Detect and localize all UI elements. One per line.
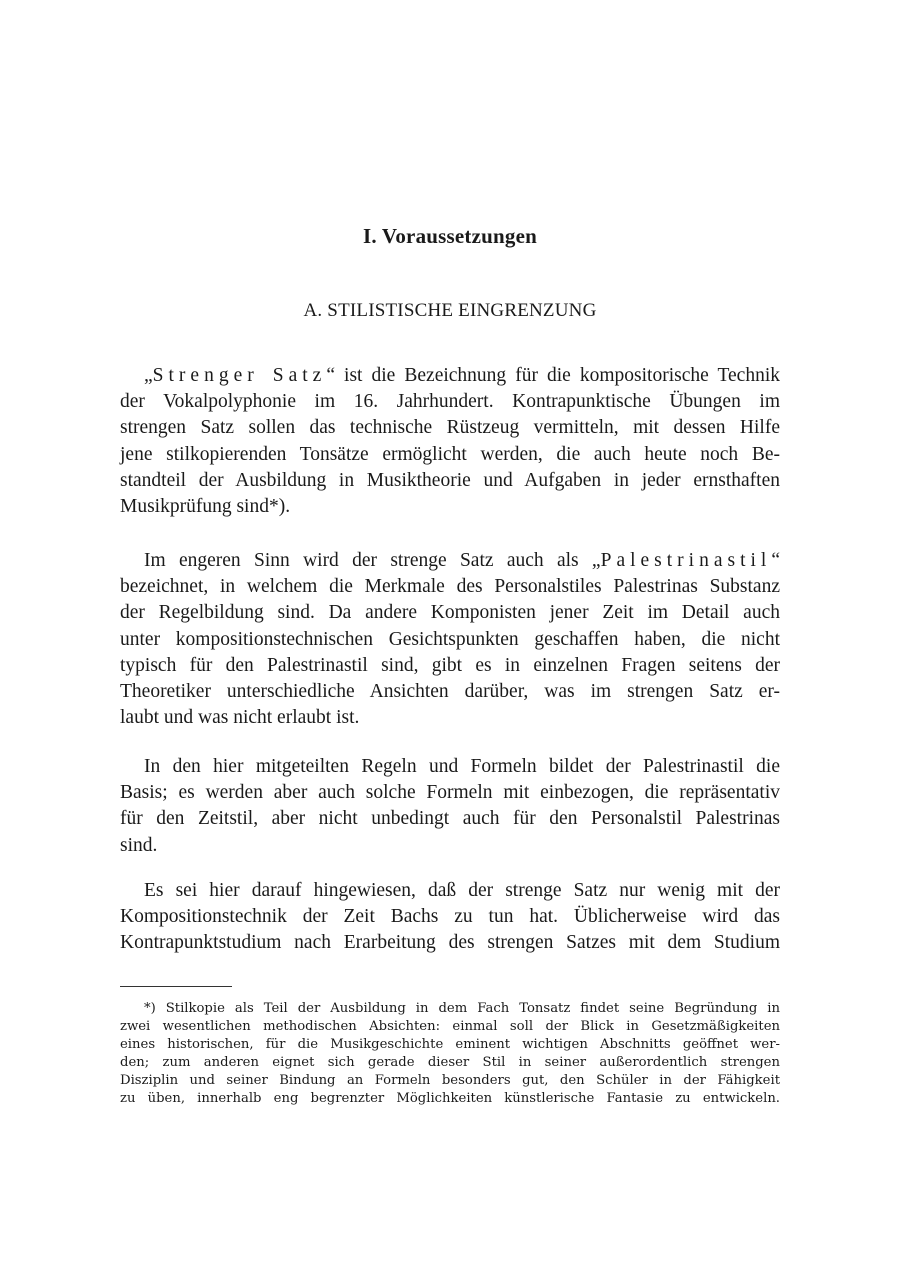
text-line: Es sei hier darauf hingewiesen, daß der strenge Satz nur wenig mit der <box>144 880 780 901</box>
text-line: In den hier mitgeteilten Regeln und Formeln bildet der Palestrinastil die <box>144 756 780 777</box>
text-line: strengen Satz sollen das technische Rüstzeug vermitteln, mit dessen Hilfe <box>120 417 780 439</box>
emphasized-term: Strenger Satz <box>152 365 327 386</box>
section-title: A. STILISTISCHE EINGRENZUNG <box>303 300 597 321</box>
text-line: jene stilkopierenden Tonsätze ermöglicht werden, die auch heute noch Be- <box>120 443 780 465</box>
text-line: Kompositionstechnik der Zeit Bachs zu tun hat. Üblicherweise wird das <box>120 906 780 928</box>
line-start: Im engeren Sinn wird der strenge Satz auch als „ <box>144 550 601 571</box>
text-line: Theoretiker unterschiedliche Ansichten darüber, was im strengen Satz er- <box>120 680 780 702</box>
line-remainder: “ ist die Bezeichnung für die kompositorische Technik <box>326 365 780 386</box>
text-line: bezeichnet, in welchem die Merkmale des Personalstiles Palestrinas Substanz <box>120 576 780 598</box>
paragraph-strenger-satz <box>120 363 780 520</box>
quote-close: “ <box>771 550 780 571</box>
footnote-line: zwei wesentlichen methodischen Absichten: einmal soll der Blick in Gesetzmäßigkeiten <box>120 1019 780 1034</box>
text-line: sind. <box>120 834 158 856</box>
text-line: der Vokalpolyphonie im 16. Jahrhundert. Kontrapunktische Übungen im <box>120 391 780 413</box>
footnote-divider <box>120 986 232 987</box>
emphasized-term: Palestrinastil <box>600 550 772 571</box>
footnote-line: eines historischen, für die Musikgeschichte eminent wichtigen Abschnitts geöffnet wer- <box>120 1037 780 1052</box>
quote-open: „ <box>144 365 153 386</box>
text-line: Musikprüfung sind*). <box>120 495 291 517</box>
text-line: für den Zeitstil, aber nicht unbedingt auch für den Personalstil Palestrinas <box>120 808 780 830</box>
footnote-line: den; zum anderen eignet sich gerade dieser Stil in seiner außerordentlich strengen <box>120 1055 780 1070</box>
footnote-line: zu üben, innerhalb eng begrenzter Möglichkeiten künstlerische Fantasie zu entwickeln. <box>120 1091 780 1106</box>
text-line: der Regelbildung sind. Da andere Komponisten jener Zeit im Detail auch <box>120 602 780 624</box>
chapter-title: I. Voraussetzungen <box>363 224 537 248</box>
footnote-line: *) Stilkopie als Teil der Ausbildung in dem Fach Tonsatz findet seine Begründung in <box>144 1001 780 1016</box>
text-line: Basis; es werden aber auch solche Formeln mit einbezogen, die repräsentativ <box>120 782 780 804</box>
text-line: Kontrapunktstudium nach Erarbeitung des strengen Satzes mit dem Studium <box>120 932 780 954</box>
text-line: unter kompositionstechnischen Gesichtspunkten geschaffen haben, die nicht <box>120 628 780 650</box>
footnote <box>120 1000 780 1108</box>
text-line: standteil der Ausbildung in Musiktheorie und Aufgaben in jeder ernsthaften <box>120 469 780 491</box>
text-line <box>120 548 780 574</box>
text-line: typisch für den Palestrinastil sind, gibt es in einzelnen Fragen seitens der <box>120 654 780 676</box>
text-line: laubt und was nicht erlaubt ist. <box>120 707 360 729</box>
footnote-line: Disziplin und seiner Bindung an Formeln besonders gut, den Schüler in der Fähigkeit <box>120 1073 780 1088</box>
paragraph-bach <box>120 878 780 957</box>
text-line <box>120 363 780 389</box>
paragraph-regeln-formeln <box>120 754 780 859</box>
paragraph-palestrinastil <box>120 548 780 731</box>
